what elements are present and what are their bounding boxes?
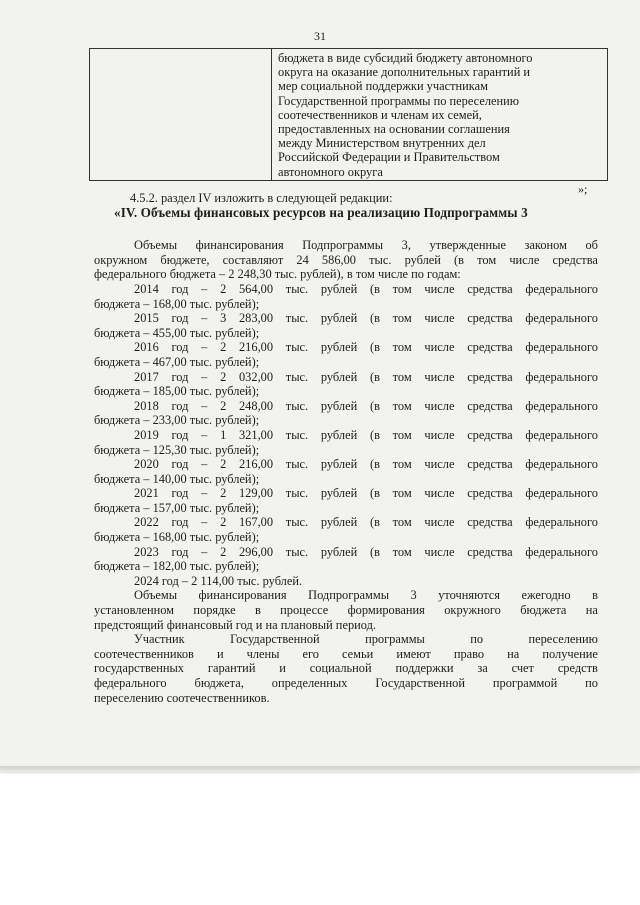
para3-line-1: Участник Государственной программы по переселению	[134, 632, 598, 647]
continued-table	[89, 48, 608, 181]
para2-line-2: установленном порядке в процессе формирования окружного бюджета на	[94, 603, 598, 618]
year-line: 2019 год – 1 321,00 тыс. рублей (в том числе средства федерального	[134, 427, 598, 442]
years-list	[94, 282, 598, 574]
intro-line-1: Объемы финансирования Подпрограммы 3, утвержденные законом об	[134, 238, 598, 253]
year-line-continuation: бюджета – 467,00 тыс. рублей);	[94, 354, 260, 369]
table-text-line: предоставленных на основании соглашения	[278, 122, 510, 137]
year-line: 2017 год – 2 032,00 тыс. рублей (в том числе средства федерального	[134, 369, 598, 384]
table-text-line: бюджета в виде субсидий бюджету автономного	[278, 51, 533, 65]
year-line: 2023 год – 2 296,00 тыс. рублей (в том числе средства федерального	[134, 544, 598, 559]
table-row	[90, 49, 608, 181]
para3-line-5: переселению соотечественников.	[94, 690, 270, 705]
instruction-line: 4.5.2. раздел IV изложить в следующей редакции:	[130, 191, 393, 205]
intro-line-3: федерального бюджета – 2 248,30 тыс. рублей), в том числе по годам:	[94, 267, 461, 282]
table-cell-text	[272, 49, 608, 181]
year-line-continuation: бюджета – 157,00 тыс. рублей);	[94, 500, 260, 515]
table-text-line: Российской Федерации и Правительством	[278, 150, 500, 165]
year-line: 2015 год – 3 283,00 тыс. рублей (в том числе средства федерального	[134, 311, 598, 326]
year-line: 2020 год – 2 216,00 тыс. рублей (в том числе средства федерального	[134, 457, 598, 472]
para3-line-3: государственных гарантий и социальной поддержки за счет средств	[94, 661, 598, 676]
year-line-continuation: бюджета – 233,00 тыс. рублей);	[94, 413, 260, 428]
scan-edge	[0, 766, 640, 772]
year-line-continuation: бюджета – 182,00 тыс. рублей);	[94, 559, 260, 574]
para3-line-2: соотечественников и члены его семьи имеют право на получение	[94, 646, 598, 661]
section-heading: «IV. Объемы финансовых ресурсов на реализацию Подпрограммы 3	[114, 204, 528, 220]
para2-line-3: предстоящий финансовый год и на плановый период.	[94, 617, 377, 632]
year-line-continuation: бюджета – 168,00 тыс. рублей);	[94, 296, 260, 311]
table-text-line: мер социальной поддержки участникам	[278, 79, 488, 94]
year-line-continuation: бюджета – 455,00 тыс. рублей);	[94, 325, 260, 340]
table-text-line: округа на оказание дополнительных гарантий и	[278, 65, 531, 80]
table-cell-empty	[90, 49, 272, 181]
year-line-continuation: бюджета – 185,00 тыс. рублей);	[94, 384, 260, 399]
table-text-line: автономного округа	[278, 164, 383, 179]
year-line-continuation: бюджета – 140,00 тыс. рублей);	[94, 471, 260, 486]
year-2024-line: 2024 год – 2 114,00 тыс. рублей.	[134, 573, 303, 588]
para2-line-1: Объемы финансирования Подпрограммы 3 уточняются ежегодно в	[134, 588, 598, 603]
year-line-continuation: бюджета – 168,00 тыс. рублей);	[94, 530, 260, 545]
closing-quote: »;	[578, 182, 588, 196]
page-number: 31	[314, 29, 326, 43]
table-text-line: соотечественников и членам их семей,	[278, 107, 482, 122]
table-text-line: между Министерством внутренних дел	[278, 136, 486, 151]
year-line: 2016 год – 2 216,00 тыс. рублей (в том числе средства федерального	[134, 340, 598, 355]
table-text-line: Государственной программы по переселению	[278, 93, 520, 108]
year-line: 2022 год – 2 167,00 тыс. рублей (в том числе средства федерального	[134, 515, 598, 530]
intro-line-2: окружном бюджете, составляют 24 586,00 тыс. рублей (в том числе средства	[94, 252, 598, 267]
para3-line-4: федерального бюджета, определенных Государственной программой по	[94, 676, 598, 690]
year-line-continuation: бюджета – 125,30 тыс. рублей);	[94, 442, 260, 457]
year-line: 2021 год – 2 129,00 тыс. рублей (в том числе средства федерального	[134, 486, 598, 501]
document-body	[94, 191, 598, 705]
year-line: 2018 год – 2 248,00 тыс. рублей (в том числе средства федерального	[134, 398, 598, 413]
year-line: 2014 год – 2 564,00 тыс. рублей (в том числе средства федерального	[134, 281, 598, 296]
